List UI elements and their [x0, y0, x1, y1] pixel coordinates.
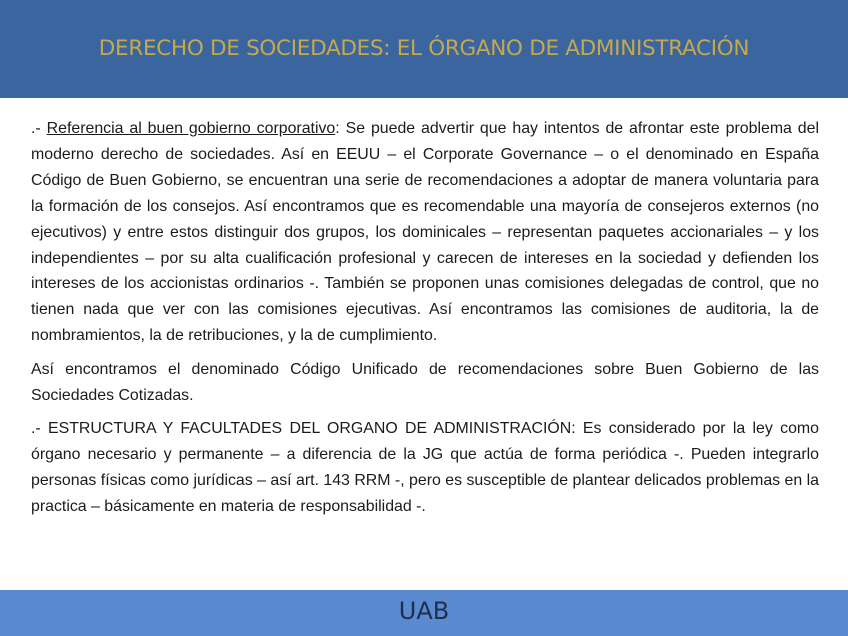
paragraph-heading-underlined: Referencia al buen gobierno corporativo: [46, 120, 336, 137]
paragraph-estructura: .- ESTRUCTURA Y FACULTADES DEL ORGANO DE ADMINISTRACIÓN: Es considerado por la ley como órgano necesario y permanente – a diferencia de la JG que actúa de forma periódica -. Pueden integrarlo personas físicas como jurídicas – así art. 143 RRM -, pero es susceptible de plantear delicados problemas en la practica – básicamente en materia de responsabilidad -.: [31, 419, 819, 515]
paragraph-buen-gobierno: [31, 116, 819, 349]
footer-label: UAB: [398, 597, 450, 625]
slide-title: DERECHO DE SOCIEDADES: EL ÓRGANO DE ADMINISTRACIÓN: [98, 36, 750, 61]
slide-body: [31, 116, 819, 520]
paragraph-bullet: .-: [31, 120, 47, 137]
paragraph-codigo-unificado: Así encontramos el denominado Código Unificado de recomendaciones sobre Buen Gobierno de las Sociedades Cotizadas.: [31, 360, 819, 404]
header-bar: [0, 0, 848, 98]
footer-bar: [0, 590, 848, 636]
paragraph-text: : Se puede advertir que hay intentos de afrontar este problema del moderno derecho de sociedades. Así en EEUU – el Corporate Governance – o el denominado en España Código de Buen Gobierno, se encuentran una serie de recomendaciones a adoptar de manera voluntaria para la formación de los consejos. Así encontramos que es recomendable una mayoría de consejeros externos (no ejecutivos) y entre estos distinguir dos grupos, los dominicales – representan paquetes accionariales – y los independientes – por su alta cualificación profesional y carecen de intereses en la sociedad y defienden los intereses de los accionistas ordinarios -. También se proponen unas comisiones delegadas de control, que no tienen nada que ver con las comisiones ejecutivas. Así encontramos las comisiones de auditoria, la de nombramientos, la de retribuciones, y la de cumplimiento.: [31, 120, 820, 345]
